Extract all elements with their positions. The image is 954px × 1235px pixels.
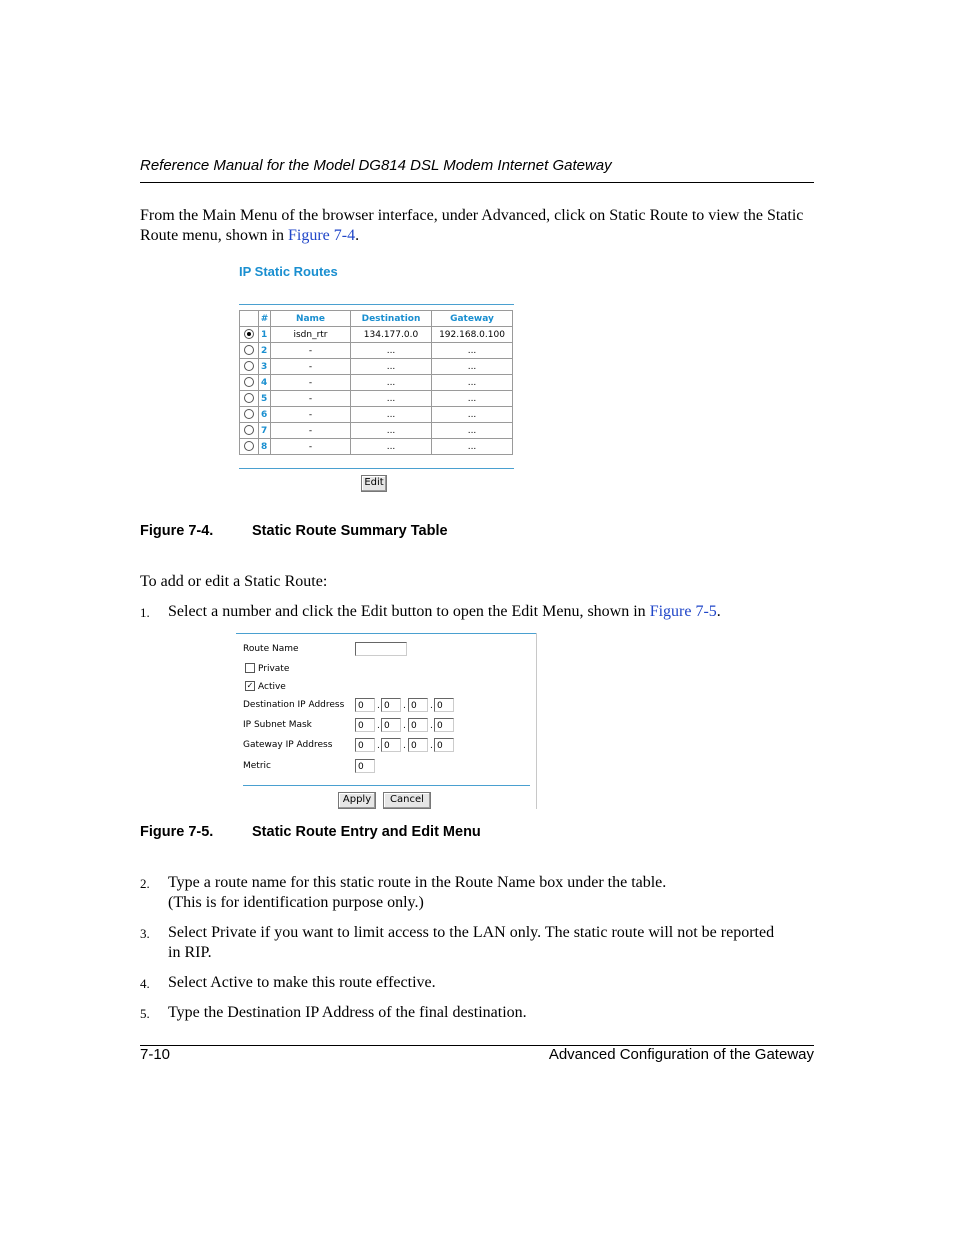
route-number: 4 (259, 375, 271, 391)
route-gateway-cell: 192.168.0.100 (432, 327, 513, 343)
private-label: Private (258, 664, 290, 674)
route-destination-cell: 134.177.0.0 (351, 327, 432, 343)
route-select-radio[interactable] (244, 393, 254, 403)
row-select-cell (240, 439, 259, 455)
step-2-line-2: (This is for identification purpose only.) (168, 894, 424, 911)
route-gateway-cell: ... (432, 423, 513, 439)
private-checkbox[interactable] (245, 663, 255, 673)
table-row (240, 407, 513, 423)
route-destination-cell: ... (351, 343, 432, 359)
table-row (240, 391, 513, 407)
row-select-cell (240, 423, 259, 439)
route-gateway-cell: ... (432, 391, 513, 407)
octet-separator: . (377, 701, 380, 711)
table-row (240, 439, 513, 455)
table-row (240, 359, 513, 375)
intro-text: From the Main Menu of the browser interface, under Advanced, click on Static Route to view the Static Route menu, shown in (140, 207, 804, 244)
route-name-cell: - (271, 391, 351, 407)
figure2-top-border (236, 633, 537, 634)
route-destination-cell: ... (351, 359, 432, 375)
route-gateway-cell: ... (432, 439, 513, 455)
route-select-radio[interactable] (244, 361, 254, 371)
route-select-radio[interactable] (244, 329, 254, 339)
subnet-mask-octet-2[interactable]: 0 (381, 718, 401, 732)
page-number: 7-10 (140, 1046, 171, 1063)
route-name-label: Route Name (243, 644, 299, 654)
step-3-line-1: Select Private if you want to limit access to the LAN only. The static route will not be reported (168, 924, 775, 941)
route-select-radio[interactable] (244, 425, 254, 435)
step-3-number: 3. (140, 926, 150, 941)
figure-7-5-link[interactable]: Figure 7-5 (649, 603, 717, 620)
route-destination-cell: ... (351, 391, 432, 407)
step-1-body: Select a number and click the Edit button to open the Edit Menu, shown in (168, 603, 650, 620)
destination-ip-octet-4[interactable]: 0 (434, 698, 454, 712)
active-checkbox[interactable]: ✓ (246, 681, 254, 690)
active-label: Active (258, 682, 286, 692)
octet-separator: . (377, 721, 380, 731)
column-header-destination: Destination (351, 311, 432, 327)
route-select-radio[interactable] (244, 441, 254, 451)
route-number: 7 (259, 423, 271, 439)
destination-ip-label: Destination IP Address (243, 700, 345, 710)
subnet-mask-octet-4[interactable]: 0 (434, 718, 454, 732)
row-select-cell (240, 343, 259, 359)
row-select-cell (240, 391, 259, 407)
route-destination-cell: ... (351, 407, 432, 423)
table-row (240, 343, 513, 359)
section-title: Advanced Configuration of the Gateway (548, 1046, 814, 1063)
gateway-ip-octet-4[interactable]: 0 (434, 738, 454, 752)
route-name-cell: - (271, 343, 351, 359)
metric-input[interactable]: 0 (355, 759, 375, 773)
octet-separator: . (403, 701, 406, 711)
figure-7-4-caption-number: Figure 7-4. (140, 523, 214, 539)
static-routes-table (239, 310, 513, 455)
gateway-ip-octet-2[interactable]: 0 (381, 738, 401, 752)
step-5-number: 5. (140, 1006, 150, 1021)
route-name-cell: - (271, 439, 351, 455)
route-gateway-cell: ... (432, 343, 513, 359)
octet-separator: . (377, 741, 380, 751)
route-name-cell: - (271, 407, 351, 423)
table-row (240, 327, 513, 343)
route-destination-cell: ... (351, 375, 432, 391)
intro-text-end: . (355, 227, 360, 244)
figure-7-5-caption-number: Figure 7-5. (140, 824, 214, 840)
route-number: 3 (259, 359, 271, 375)
table-header-row (240, 311, 513, 327)
row-select-cell (240, 407, 259, 423)
cancel-button[interactable]: Cancel (383, 792, 431, 809)
row-select-cell (240, 375, 259, 391)
figure1-top-rule (239, 304, 514, 305)
column-header-num: # (259, 311, 271, 327)
route-name-cell: isdn_rtr (271, 327, 351, 343)
step-intro: To add or edit a Static Route: (140, 573, 328, 590)
column-header-name: Name (271, 311, 351, 327)
row-select-cell (240, 327, 259, 343)
figure-7-4-link[interactable]: Figure 7-4 (288, 227, 356, 244)
subnet-mask-octet-3[interactable]: 0 (408, 718, 428, 732)
octet-separator: . (430, 701, 433, 711)
route-number: 5 (259, 391, 271, 407)
step-4-text: Select Active to make this route effective. (168, 974, 436, 991)
route-destination-cell: ... (351, 439, 432, 455)
step-1-end: . (716, 603, 721, 620)
step-2-text (168, 873, 818, 913)
figure1-bottom-rule (239, 468, 514, 469)
step-2-number: 2. (140, 876, 150, 891)
route-name-cell: - (271, 359, 351, 375)
route-select-radio[interactable] (244, 409, 254, 419)
route-gateway-cell: ... (432, 359, 513, 375)
edit-button[interactable]: Edit (361, 475, 387, 492)
route-number: 6 (259, 407, 271, 423)
step-5-text: Type the Destination IP Address of the final destination. (168, 1004, 527, 1021)
intro-paragraph (140, 206, 820, 246)
octet-separator: . (430, 721, 433, 731)
step-3-text (168, 923, 818, 963)
octet-separator: . (403, 741, 406, 751)
figure-7-5-caption-text: Static Route Entry and Edit Menu (252, 824, 481, 840)
apply-button[interactable]: Apply (338, 792, 376, 809)
figure-7-4-caption-text: Static Route Summary Table (252, 523, 448, 539)
step-1-text (168, 602, 818, 622)
step-2-line-1: Type a route name for this static route in the Route Name box under the table. (168, 874, 667, 891)
step-4-number: 4. (140, 976, 150, 991)
ip-static-routes-title: IP Static Routes (239, 264, 338, 279)
running-header: Reference Manual for the Model DG814 DSL Modem Internet Gateway (140, 157, 612, 174)
route-name-cell: - (271, 423, 351, 439)
figure2-right-border (536, 633, 537, 809)
route-select-radio[interactable] (244, 377, 254, 387)
destination-ip-octet-3[interactable]: 0 (408, 698, 428, 712)
header-rule (140, 182, 814, 183)
route-gateway-cell: ... (432, 407, 513, 423)
gateway-ip-octet-3[interactable]: 0 (408, 738, 428, 752)
route-number: 2 (259, 343, 271, 359)
route-name-input[interactable] (355, 642, 407, 656)
subnet-mask-label: IP Subnet Mask (243, 720, 312, 730)
select-column-header (240, 311, 259, 327)
octet-separator: . (403, 721, 406, 731)
figure2-bottom-rule (243, 785, 530, 786)
route-number: 1 (259, 327, 271, 343)
route-name-cell: - (271, 375, 351, 391)
destination-ip-octet-2[interactable]: 0 (381, 698, 401, 712)
route-destination-cell: ... (351, 423, 432, 439)
destination-ip-octet-1[interactable]: 0 (355, 698, 375, 712)
gateway-ip-octet-1[interactable]: 0 (355, 738, 375, 752)
gateway-ip-label: Gateway IP Address (243, 740, 333, 750)
step-3-line-2: in RIP. (168, 944, 212, 961)
metric-label: Metric (243, 761, 271, 771)
subnet-mask-octet-1[interactable]: 0 (355, 718, 375, 732)
route-gateway-cell: ... (432, 375, 513, 391)
route-select-radio[interactable] (244, 345, 254, 355)
octet-separator: . (430, 741, 433, 751)
route-number: 8 (259, 439, 271, 455)
row-select-cell (240, 359, 259, 375)
step-1-number: 1. (140, 605, 150, 620)
table-row (240, 423, 513, 439)
column-header-gateway: Gateway (432, 311, 513, 327)
table-row (240, 375, 513, 391)
